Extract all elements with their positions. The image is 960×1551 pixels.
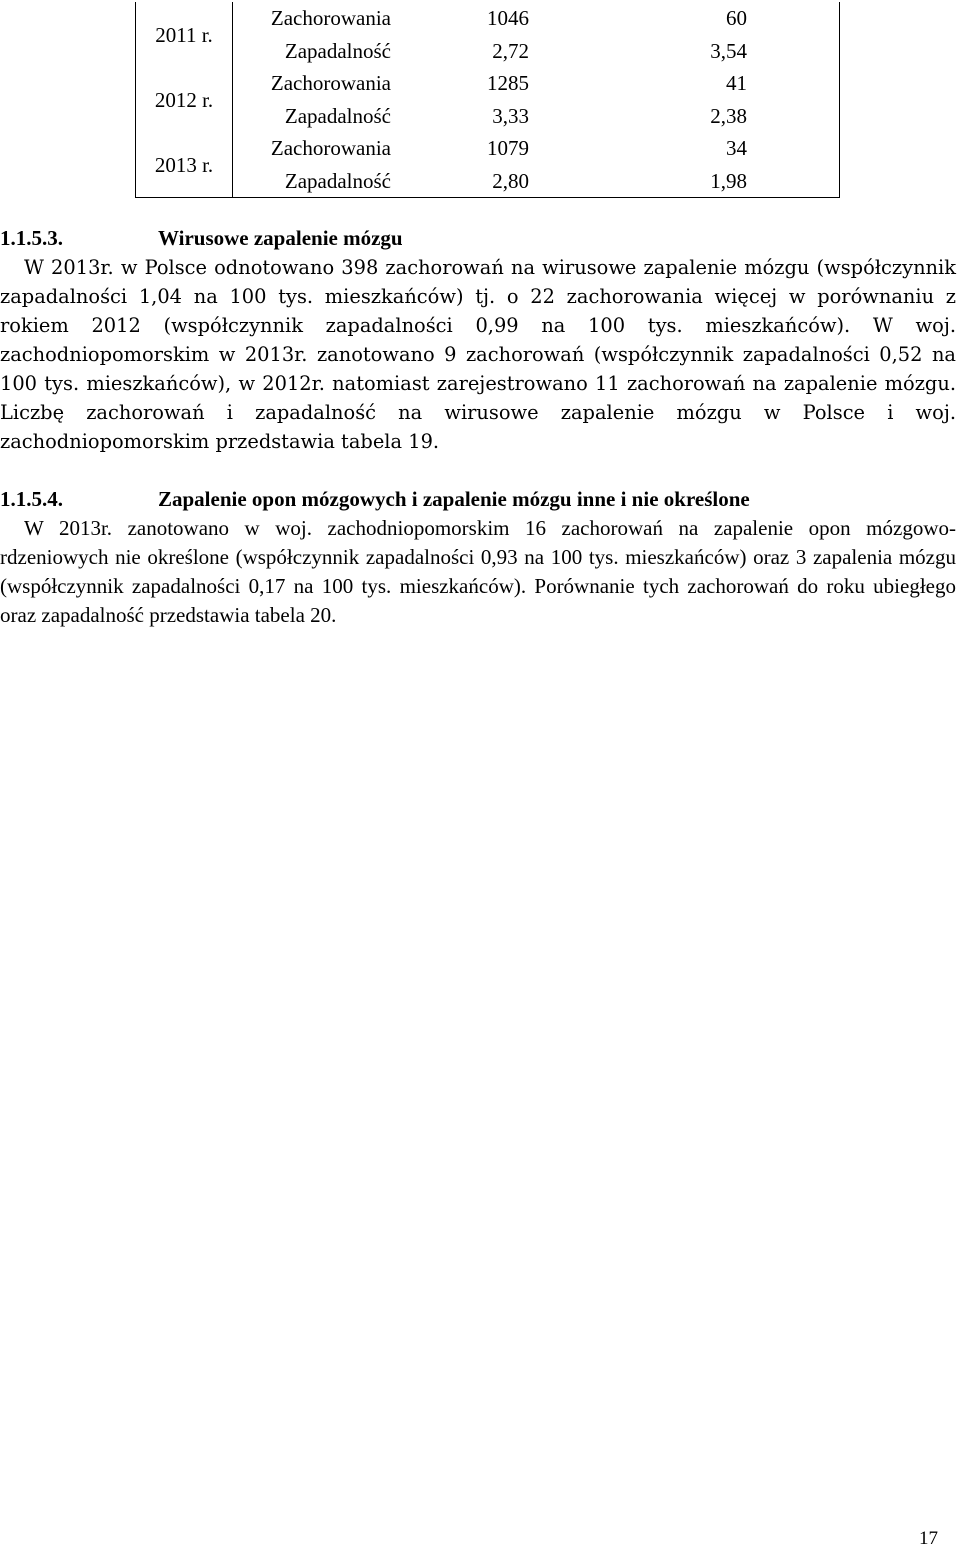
- value-cell: 1046: [487, 6, 529, 31]
- value-cell: 41: [726, 71, 747, 96]
- table-row: [136, 35, 840, 68]
- year-cell: 2013 r.: [136, 132, 233, 198]
- section-wirusowe: [0, 226, 956, 456]
- table-row: [136, 67, 840, 100]
- value-cell: 34: [726, 136, 747, 161]
- table-row: [136, 165, 840, 198]
- value-cell: 60: [726, 6, 747, 31]
- value-cell: 3,54: [710, 38, 747, 63]
- section-opon: [0, 487, 956, 630]
- table-row: [136, 132, 840, 165]
- value-cell: 3,33: [492, 103, 529, 128]
- section-paragraph: W 2013r. zanotowano w woj. zachodniopomorskim 16 zachorowań na zapalenie opon mózgowo- rdzeniowych nie określone (współczynnik zapadalności 0,93 na 100 tys. mieszkańców) oraz 3 zapalenia mózgu (współczynnik zapadalności 0,17 na 100 tys. mieszkańców). Porównanie tych zachorowań do roku ubiegłego oraz zapadalność przedstawia tabela 20.: [0, 516, 956, 627]
- value-cell: 2,38: [710, 103, 747, 128]
- label-cell: Zapadalność: [284, 168, 391, 193]
- value-cell: 2,80: [492, 168, 529, 193]
- section-title: Wirusowe zapalenie mózgu: [158, 226, 403, 250]
- year-cell: 2012 r.: [136, 67, 233, 132]
- label-cell: Zachorowania: [270, 6, 391, 31]
- value-cell: 2,72: [492, 38, 529, 63]
- section-heading: [0, 487, 956, 512]
- table-row: [136, 2, 840, 35]
- section-title: Zapalenie opon mózgowych i zapalenie mózgu inne i nie określone: [158, 487, 750, 511]
- section-paragraph: W 2013r. w Polsce odnotowano 398 zachorowań na wirusowe zapalenie mózgu (współczynnik zapadalności 1,04 na 100 tys. mieszkańców) tj. o 22 zachorowania więcej w porównaniu z rokiem 2012 (współczynnik zapadalności 0,99 na 100 tys. mieszkańców). W woj. zachodniopomorskim w 2013r. zanotowano 9 zachorowań (współczynnik zapadalności 0,52 na 100 tys. mieszkańców), w 2012r. natomiast zarejestrowano 11 zachorowań na zapalenie mózgu. Liczbę zachorowań i zapadalność na wirusowe zapalenie mózgu w Polsce i woj. zachodniopomorskim przedstawia tabela 19.: [0, 256, 956, 453]
- value-cell: 1285: [487, 71, 529, 96]
- label-cell: Zachorowania: [270, 71, 391, 96]
- table-row: [136, 100, 840, 133]
- section-number: 1.1.5.4.: [0, 487, 63, 511]
- value-cell: 1,98: [710, 168, 747, 193]
- value-cell: 1079: [487, 136, 529, 161]
- year-cell: 2011 r.: [136, 2, 233, 67]
- section-number: 1.1.5.3.: [0, 226, 63, 250]
- page-number: 17: [919, 1528, 938, 1549]
- section-heading: [0, 226, 956, 251]
- incidence-table: [135, 2, 840, 198]
- incidence-table-fragment: [135, 2, 840, 198]
- label-cell: Zapadalność: [284, 103, 391, 128]
- label-cell: Zapadalność: [284, 38, 391, 63]
- label-cell: Zachorowania: [270, 136, 391, 161]
